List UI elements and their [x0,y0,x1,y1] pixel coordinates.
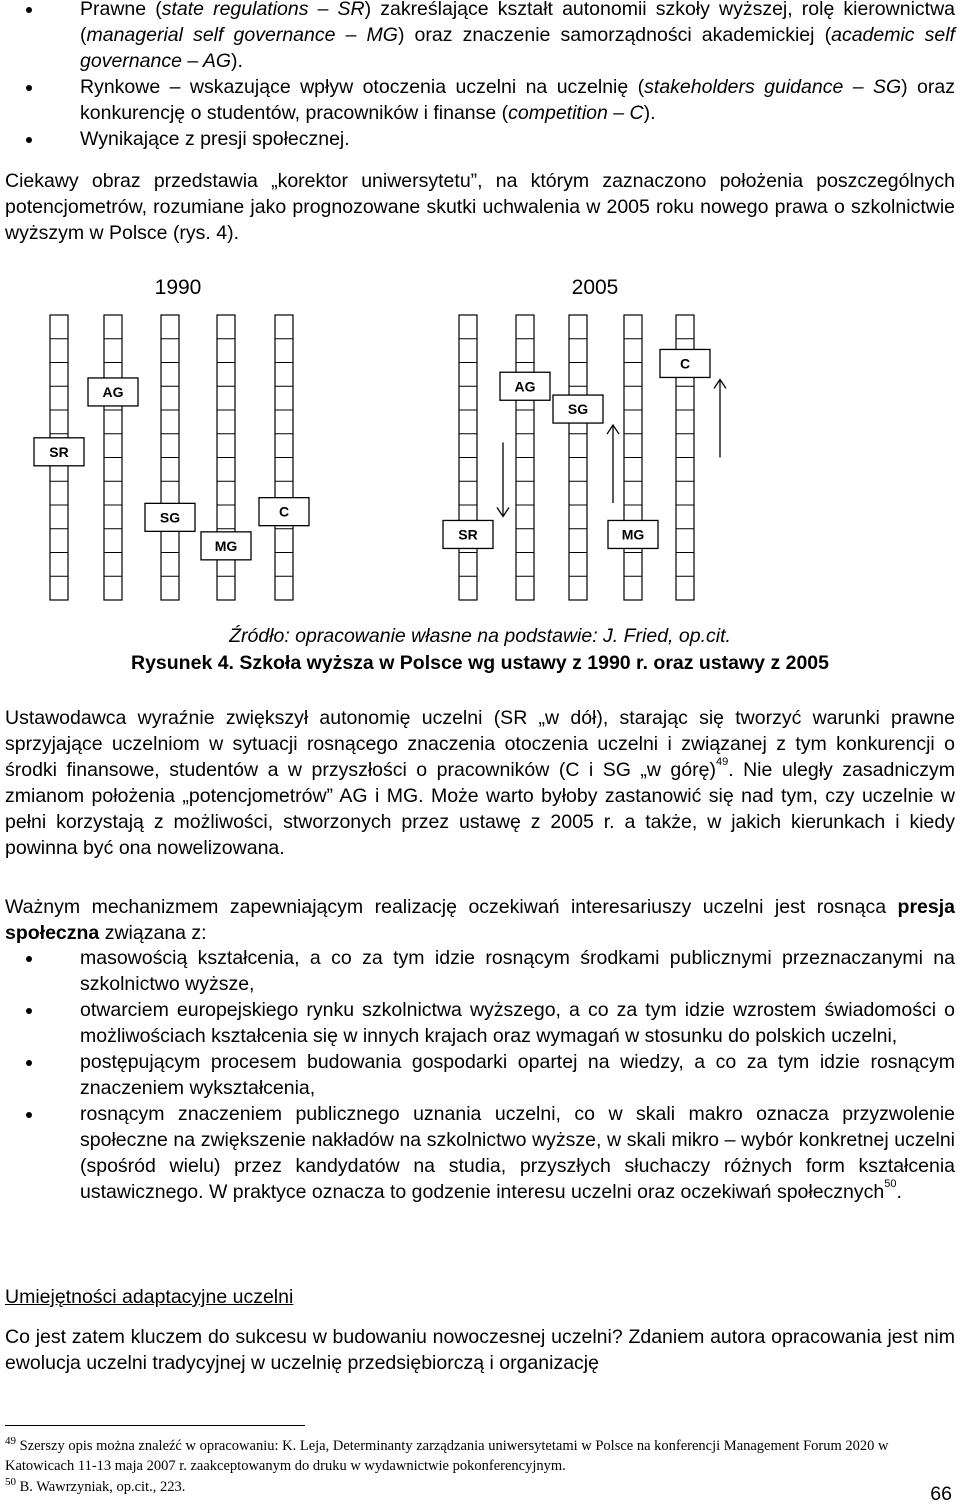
bullet-icon [26,1008,32,1014]
paragraph-autonomy: Ustawodawca wyraźnie zwiększył autonomię uczelni (SR „w dół), starając się tworzyć warunki prawne sprzyjające uczelniom w sytuacji rosnącego znaczenia otoczenia uczelni i związanej z tym konkurencji o środki finansowe, studentów a w przyszłości o pracowników (C i SG „w górę)$^{49}$. Nie uległy zasadniczym zmianom położenia „potencjometrów” AG i MG. Może warto byłoby zastanowić się nad tym, czy uczelnie w pełni korzystają z możliwości, stworzonych przez ustawę z 2005 r. a także, w jakich kierunkach i kiedy powinna być ona nowelizowana. [5,707,955,859]
slider-label-c: C [278,503,290,520]
regulation-bullets [0,0,955,152]
final-paragraph: Co jest zatem kluczem do sukcesu w budowaniu nowoczesnej uczelni? Zdaniem autora opracowania jest nim ewolucja uczelni tradycyjnej w uczelnię przedsiębiorczą i organizację [5,1326,955,1374]
bullet-icon [26,956,32,962]
list-item: Prawne (state regulations – SR) zakreślające kształt autonomii szkoły wyższej, rolę kierownictwa (managerial self governance – MG) oraz znaczenie samorządności akademickiej (academic self governance – AG). [0,0,955,74]
intro-paragraph: Ciekawy obraz przedstawia „korektor uniwersytetu”, na którym zaznaczono położenia poszczególnych potencjometrów, rozumiane jako prognozowane skutki uchwalenia w 2005 roku nowego prawa o szkolnictwie wyższym w Polsce (rys. 4). [5,170,955,244]
bullet-icon [26,137,32,143]
slider-label-mg: MG [214,537,238,554]
list-item: masowością kształcenia, a co za tym idzie rosnącym środkami publicznymi przeznaczanymi na szkolnictwo wyższe, [0,945,955,997]
footnote-49: $^{49}$ Szerszy opis można znaleźć w opracowaniu: K. Leja, Determinanty zarządzania uniwersytetami w Polsce na konferencji Management Forum 2020 w Katowicach 11-13 maja 2007 r. zaakceptowanym do druku w wydawnictwie pokonferencyjnym. [5,1435,889,1474]
year-label-2005: 2005 [571,276,619,299]
slider-label-mg: MG [621,526,645,543]
list-item: Wynikające z presji społecznej. [0,126,955,152]
bullet-icon [26,85,32,91]
footnote-ref: 49 [715,756,729,768]
page-number: 66 [930,1483,952,1505]
footnote-50: $^{50}$ B. Wawrzyniak, op.cit., 223. [5,1476,186,1495]
footnote-ref: 50 [884,1178,897,1190]
slider-label-c: C [679,355,691,372]
paragraph-social-pressure: Ważnym mechanizmem zapewniającym realizację oczekiwań interesariuszy uczelni jest rosnąca presja społeczna związana z: [5,896,955,944]
slider-label-sr: SR [49,443,69,460]
bullet-icon [26,1060,32,1066]
slider-label-sg: SG [159,509,181,526]
bullet-icon [26,7,32,13]
footnote-divider [5,1425,305,1426]
list-item: rosnącym znaczeniem publicznego uznania uczelni, co w skali makro oznacza przyzwolenie społeczne na zwiększenie nakładów na szkolnictwo wyższe, w skali mikro – wybór konkretnej uczelni (spośród wielu) przez kandydatów na studia, przyszłych słuchaczy różnych form kształcenia ustawicznego. W praktyce oznacza to godzenie interesu uczelni oraz oczekiwań społecznych$^{50}$. [0,1101,955,1205]
bullet-icon [26,1112,32,1118]
slider-label-ag: AG [102,383,124,400]
slider-label-sg: SG [567,401,589,418]
figure-caption: Rysunek 4. Szkoła wyższa w Polsce wg ustawy z 1990 r. oraz ustawy z 2005 [131,652,829,674]
list-item: Rynkowe – wskazujące wpływ otoczenia uczelni na uczelnię (stakeholders guidance – SG) oraz konkurencję o studentów, pracowników i finanse (competition – C). [0,74,955,126]
year-label-1990: 1990 [154,276,202,299]
list-item: otwarciem europejskiego rynku szkolnictwa wyższego, a co za tym idzie wzrostem świadomości o możliwościach kształcenia się w innych krajach oraz wymagań w stosunku do polskich uczelni, [0,997,955,1049]
pressure-bullets [0,945,955,1205]
list-item: postępującym procesem budowania gospodarki opartej na wiedzy, a co za tym idzie rosnącym znaczeniem wykształcenia, [0,1049,955,1101]
potentiometer-diagram [0,260,960,605]
section-heading: Umiejętności adaptacyjne uczelni [5,1286,294,1308]
figure-source: Źródło: opracowanie własne na podstawie: J. Fried, op.cit. [229,625,731,647]
slider-label-sr: SR [458,526,478,543]
slider-label-ag: AG [514,378,536,395]
